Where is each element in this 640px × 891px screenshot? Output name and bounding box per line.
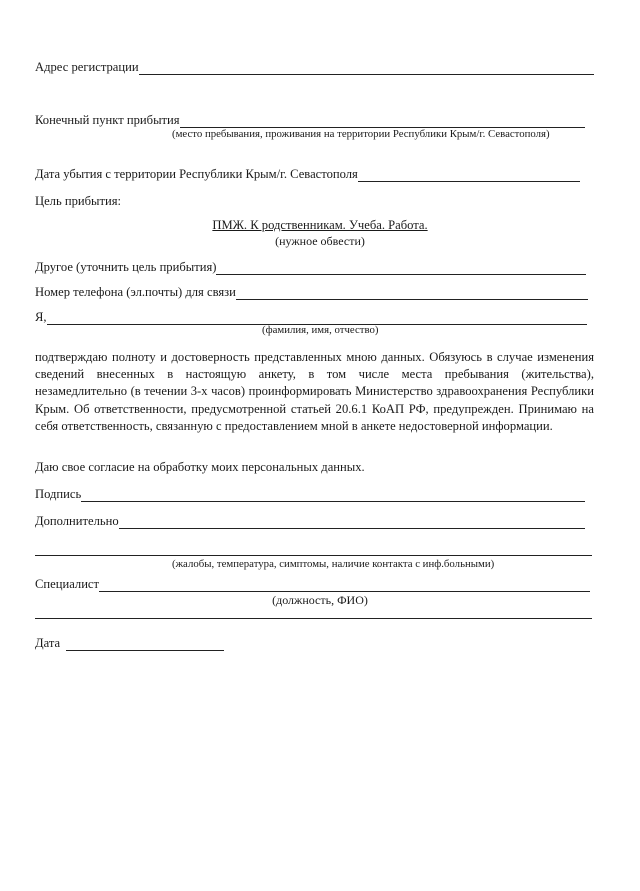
additional-caption: (жалобы, температура, симптомы, наличие контакта с инф.больными) xyxy=(172,558,495,570)
additional-label: Дополнительно xyxy=(35,514,119,528)
specialist-field[interactable] xyxy=(99,579,590,592)
purpose-row xyxy=(35,194,121,209)
specialist-field-line-2[interactable] xyxy=(35,618,592,619)
specialist-row xyxy=(35,577,590,592)
registration-address-label: Адрес регистрации xyxy=(35,60,139,74)
destination-field[interactable] xyxy=(180,115,585,128)
registration-address-field[interactable] xyxy=(139,62,594,75)
date-row xyxy=(35,636,224,651)
signature-field[interactable] xyxy=(81,489,585,502)
full-name-caption: (фамилия, имя, отчество) xyxy=(262,324,379,336)
confirmation-paragraph: подтверждаю полноту и достоверность представленных мною данных. Обязуюсь в случае изменения сведений внесенных в настоящую анкету, в том числе места пребывания (жительства), незамедлительно (в течении 3-х часов) проинформировать Министерство здравоохранения Республики Крым. Об ответственности, предусмотренной статьей 20.6.1 КоАП РФ, предупрежден. Принимаю на себя ответственность, связанную с предоставлением мной в анкете недостоверной информации. xyxy=(35,350,594,433)
full-name-row xyxy=(35,310,587,325)
destination-label: Конечный пункт прибытия xyxy=(35,113,180,127)
departure-date-field[interactable] xyxy=(358,169,580,182)
additional-field-line-2[interactable] xyxy=(35,555,592,556)
registration-address-row xyxy=(35,60,594,75)
phone-label: Номер телефона (эл.почты) для связи xyxy=(35,285,236,299)
date-field[interactable] xyxy=(66,638,224,651)
departure-date-label: Дата убытия с территории Республики Крым/г. Севастополя xyxy=(35,167,358,181)
purpose-caption: (нужное обвести) xyxy=(275,234,365,248)
additional-field[interactable] xyxy=(119,516,585,529)
purpose-options[interactable]: ПМЖ. К родственникам. Учеба. Работа. xyxy=(212,218,428,232)
phone-field[interactable] xyxy=(236,287,588,300)
additional-row xyxy=(35,514,585,529)
other-purpose-field[interactable] xyxy=(216,262,586,275)
other-purpose-row xyxy=(35,260,586,275)
specialist-caption: (должность, ФИО) xyxy=(272,593,368,607)
phone-row xyxy=(35,285,588,300)
full-name-label: Я, xyxy=(35,310,47,324)
signature-row xyxy=(35,487,585,502)
purpose-label: Цель прибытия: xyxy=(35,194,122,208)
destination-row xyxy=(35,113,585,128)
destination-caption: (место пребывания, проживания на территории Республики Крым/г. Севастополя) xyxy=(172,128,550,140)
date-label: Дата xyxy=(35,636,61,650)
consent-row xyxy=(35,460,365,475)
consent-text: Даю свое согласие на обработку моих персональных данных. xyxy=(35,460,365,474)
other-purpose-label: Другое (уточнить цель прибытия) xyxy=(35,260,217,274)
departure-date-row xyxy=(35,167,580,182)
signature-label: Подпись xyxy=(35,487,82,501)
specialist-label: Специалист xyxy=(35,577,100,591)
